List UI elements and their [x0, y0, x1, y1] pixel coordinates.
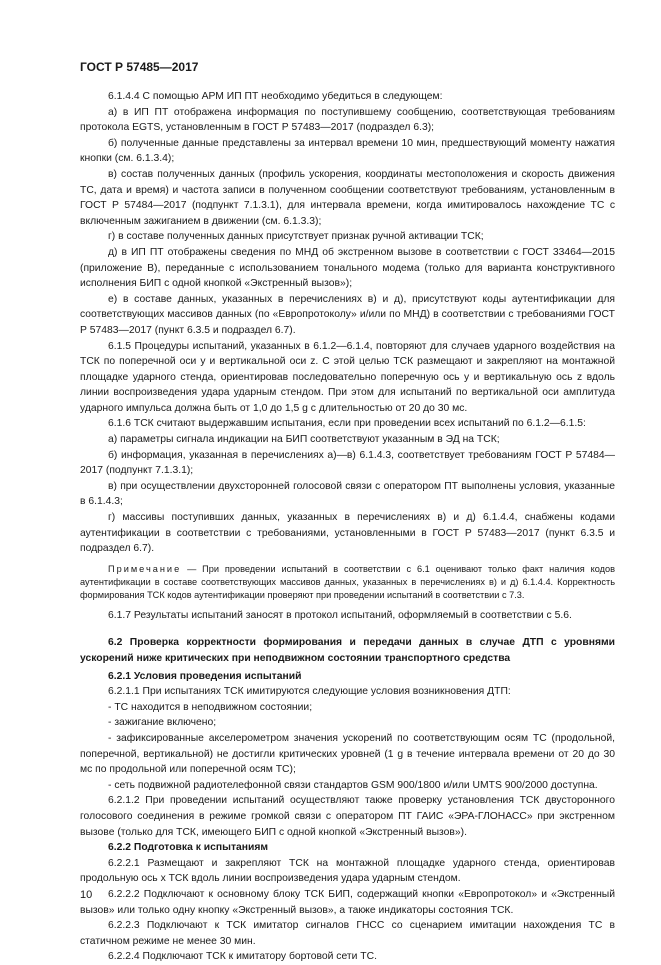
list-item: - зажигание включено; — [108, 717, 217, 729]
paragraph: а) в ИП ПТ отображена информация по поступившему сообщению, соответствующая требованиям протокола EGTS, установленным в ГОСТ Р 57483—2017 (подраздел 6.3); — [80, 106, 615, 134]
paragraph: г) в составе полученных данных присутствует признак ручной активации ТСК; — [108, 231, 484, 243]
paragraph: б) полученные данные представлены за интервал времени 10 мин, предшествующий моменту нажатия кнопки (см. 6.1.3.4); — [80, 137, 615, 165]
paragraph: 6.2.2.4 Подключают ТСК к имитатору бортовой сети ТС. — [108, 951, 377, 963]
document-header: ГОСТ Р 57485—2017 — [80, 60, 199, 74]
list-item: - ТС находится в неподвижном состоянии; — [108, 701, 313, 713]
page-number: 10 — [80, 889, 93, 901]
section-title: 6.2 Проверка корректности формирования и передачи данных в случае ДТП с уровнями ускорений ниже критических при неподвижном состоянии транспортного средства — [80, 637, 615, 664]
paragraph: е) в составе данных, указанных в перечислениях в) и д), присутствуют коды аутентификации для соответствующих массивов данных (по «Европротоколу» и/или по МНД) в соответствии с требованиями ГОСТ Р 57483—2017 (пункт 6.3.5 и подраздел 6.7). — [80, 293, 615, 336]
paragraph: 6.1.4.4 С помощью АРМ ИП ПТ необходимо убедиться в следующем: — [108, 91, 443, 102]
note — [80, 563, 615, 602]
document-body — [80, 89, 615, 965]
paragraph: 6.1.7 Результаты испытаний заносят в протокол испытаний, оформляемый в соответствии с 5.6. — [108, 609, 572, 621]
list-item: - сеть подвижной радиотелефонной связи стандартов GSM 900/1800 и/или UMTS 900/2000 доступна. — [108, 779, 598, 791]
subsection-title: 6.2.1 Условия проведения испытаний — [108, 670, 302, 682]
paragraph: 6.2.2.3 Подключают к ТСК имитатор сигналов ГНСС со сценарием имитации нахождения ТС в статичном режиме не менее 30 мин. — [80, 920, 615, 947]
paragraph: б) информация, указанная в перечислениях а)—в) 6.1.4.3, соответствует требованиям ГОСТ Р 57484—2017 (подпункт 7.1.3.1); — [80, 449, 615, 477]
paragraph: в) при осуществлении двухсторонней голосовой связи с оператором ПТ выполнены условия, указанные в 6.1.4.3; — [80, 480, 615, 508]
paragraph: 6.1.6 ТСК считают выдержавшим испытания, если при проведении всех испытаний по 6.1.2—6.1.5: — [108, 418, 586, 430]
note-label: Примечание — [108, 563, 182, 574]
paragraph: в) состав полученных данных (профиль ускорения, координаты местоположения и скорость движения ТС, дата и время) и частота записи в полученном сообщении соответствуют требованиям, установленным в ГОСТ Р 57484—2017 (подпункт 7.1.3.1), для интервала времени, когда имитировалось нахождение ТС с включенным зажиганием в движении (см. 6.1.3.3); — [80, 168, 615, 227]
subsection-title: 6.2.2 Подготовка к испытаниям — [108, 842, 269, 854]
paragraph: г) массивы поступивших данных, указанных в перечислениях в) и д) 6.1.4.4, снабжены кодами аутентификации в соответствии с требованиями, установленными в ГОСТ Р 57483—2017 (пункт 6.3.5 и подраздел 6.7). — [80, 512, 615, 555]
paragraph: 6.2.1.1 При испытаниях ТСК имитируются следующие условия возникновения ДТП: — [108, 686, 511, 698]
paragraph: а) параметры сигнала индикации на БИП соответствуют указанным в ЭД на ТСК; — [108, 434, 500, 446]
list-item: - зафиксированные акселерометром значения ускорений по соответствующим осям ТС (продольной, поперечной, вертикальной) не достигли критических уровней (1 g в течение интервала времени от 20 до 30 мс по продольной или поперечной осям ТС); — [80, 732, 615, 776]
paragraph: 6.1.5 Процедуры испытаний, указанных в 6.1.2—6.1.4, повторяют для случаев ударного воздействия на ТСК по поперечной оси y и вертикальной оси z. С этой целью ТСК размещают и закрепляют на монтажной площадке ударного стенда, ориентировав последовательно поперечную ось y и вертикальную ось z вдоль линии воспроизведения удара ударным стендом. При этом для испытаний по вертикальной оси амплитуда ударного импульса должна быть от 1,0 до 1,5 g с длительностью от 20 до 30 мс. — [80, 340, 615, 414]
paragraph: 6.2.1.2 При проведении испытаний осуществляют также проверку установления ТСК двусторонного голосового соединения в режиме громкой связи с оператором ПТ ГАИС «ЭРА-ГЛОНАСС» при экстренном вызове (только для ТСК, имеющего БИП с одной кнопкой «Экстренный вызов»). — [80, 795, 615, 838]
note-text: — При проведении испытаний в соответствии с 6.1 оценивают только факт наличия кодов аутентификации в составе соответствующих массивов данных, указанных в перечислениях в) и д) 6.1.4.4. Корректность формирования ТСК кодов аутентификации проверяют при проведении испытаний в соответствии с 7.3. — [80, 563, 615, 600]
paragraph: д) в ИП ПТ отображены сведения по МНД об экстренном вызове в соответствии с ГОСТ 33464—2015 (приложение В), переданные с использованием тонального модема (только для варианта конструктивного исполнения БИП с одной кнопкой «Экстренный вызов»); — [80, 246, 615, 290]
paragraph: 6.2.2.2 Подключают к основному блоку ТСК БИП, содержащий кнопки «Европротокол» и «Экстренный вызов» или только одну кнопку «Экстренный вызов», а также индикаторы состояния ТСК. — [80, 888, 615, 916]
paragraph: 6.2.2.1 Размещают и закрепляют ТСК на монтажной площадке ударного стенда, ориентировав продольную ось x ТСК вдоль линии воспроизведения удара ударным стендом. — [80, 857, 615, 885]
